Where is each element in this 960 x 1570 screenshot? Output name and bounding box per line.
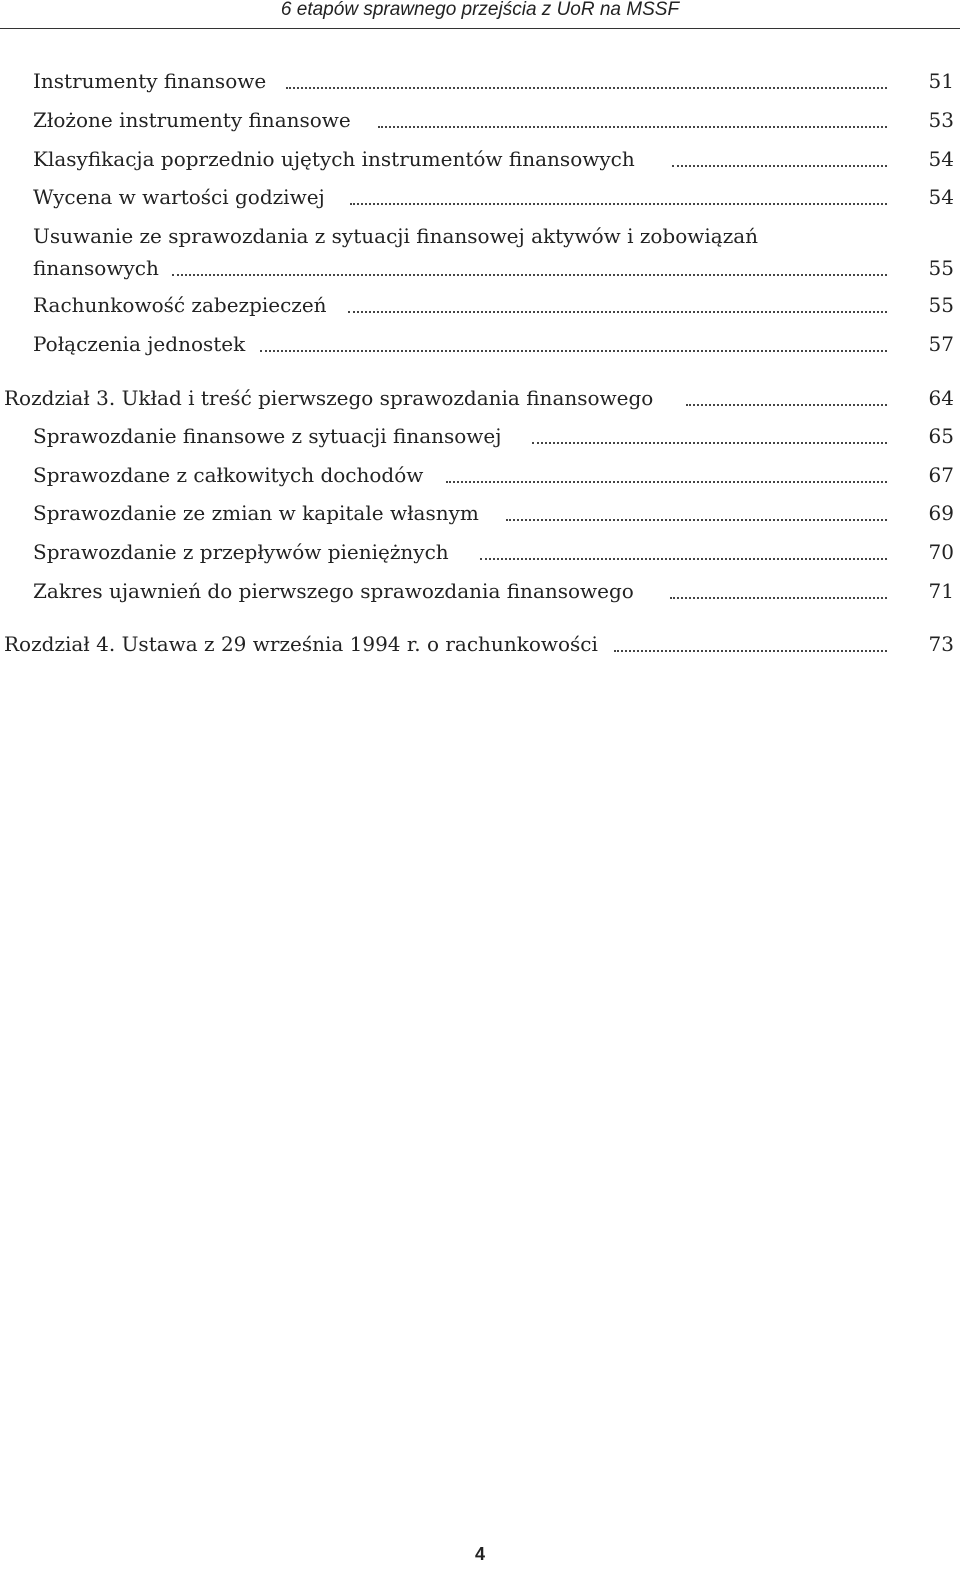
toc-leader-dots — [686, 392, 887, 406]
toc-entry-title: Połączenia jednostek — [33, 332, 246, 356]
toc-entry-page: 55 — [928, 256, 954, 280]
toc-entry-title: Instrumenty finansowe — [33, 69, 267, 93]
toc-entry — [0, 291, 960, 319]
toc-entry-page: 71 — [928, 579, 954, 603]
running-header — [0, 0, 960, 29]
toc-leader-dots — [614, 638, 887, 652]
toc-chapter-title: Rozdział 3. Układ i treść pierwszego sprawozdania finansowego — [4, 386, 654, 410]
toc-leader-dots — [348, 299, 887, 313]
toc-entry-page: 53 — [928, 108, 954, 132]
toc-entry-page: 55 — [928, 293, 954, 317]
toc-entry-title-line1: Usuwanie ze sprawozdania z sytuacji finansowej aktywów i zobowiązań — [33, 224, 759, 248]
toc-entry-page: 65 — [928, 424, 954, 448]
toc-chapter-title: Rozdział 4. Ustawa z 29 września 1994 r. o rachunkowości — [4, 632, 598, 656]
toc-entry — [0, 499, 960, 527]
toc-entry-title: Sprawozdanie finansowe z sytuacji finansowej — [33, 424, 502, 448]
toc-entry — [0, 461, 960, 489]
toc-leader-dots — [480, 546, 887, 560]
toc-entry-title: Rachunkowość zabezpieczeń — [33, 293, 327, 317]
toc-leader-dots — [672, 153, 887, 167]
toc-entry — [0, 330, 960, 358]
toc-leader-dots — [260, 338, 887, 352]
toc-entry-page: 70 — [928, 540, 954, 564]
toc-entry-title: Sprawozdanie z przepływów pieniężnych — [33, 540, 449, 564]
toc-entry — [0, 106, 960, 134]
toc-entry-page: 67 — [928, 463, 954, 487]
toc-entry-page: 54 — [928, 185, 954, 209]
toc-entry — [0, 577, 960, 605]
toc-leader-dots — [532, 430, 887, 444]
toc-entry-page: 69 — [928, 501, 954, 525]
toc-entry — [0, 67, 960, 95]
toc-entry-page: 57 — [928, 332, 954, 356]
toc-entry — [0, 222, 960, 282]
toc-chapter-entry — [0, 384, 960, 412]
toc-entry-title: Zakres ujawnień do pierwszego sprawozdania finansowego — [33, 579, 634, 603]
toc-chapter-entry — [0, 630, 960, 658]
toc-entry-title: Sprawozdane z całkowitych dochodów — [33, 463, 424, 487]
toc-leader-dots — [446, 469, 887, 483]
toc-entry-page: 51 — [928, 69, 954, 93]
toc-entry-page: 64 — [928, 386, 954, 410]
toc-entry-page: 73 — [928, 632, 954, 656]
toc-leader-dots — [506, 507, 887, 521]
toc-leader-dots — [670, 585, 887, 599]
toc-entry — [0, 145, 960, 173]
toc-entry — [0, 538, 960, 566]
page-number: 4 — [474, 1544, 485, 1564]
toc-entry-title: Złożone instrumenty finansowe — [33, 108, 351, 132]
toc-entry-title-line2: finansowych — [33, 256, 159, 280]
toc-leader-dots — [286, 75, 887, 89]
toc-entry — [0, 422, 960, 450]
toc-leader-dots — [350, 191, 887, 205]
toc-entry-title: Wycena w wartości godziwej — [33, 185, 325, 209]
toc-leader-dots — [378, 114, 887, 128]
running-title: 6 etapów sprawnego przejścia z UoR na MSSF — [280, 0, 680, 20]
toc-entry-page: 54 — [928, 147, 954, 171]
toc-entry-title: Sprawozdanie ze zmian w kapitale własnym — [33, 501, 479, 525]
toc-leader-dots — [172, 262, 887, 276]
toc-entry-title: Klasyfikacja poprzednio ujętych instrumentów finansowych — [33, 147, 635, 171]
toc-entry — [0, 183, 960, 211]
